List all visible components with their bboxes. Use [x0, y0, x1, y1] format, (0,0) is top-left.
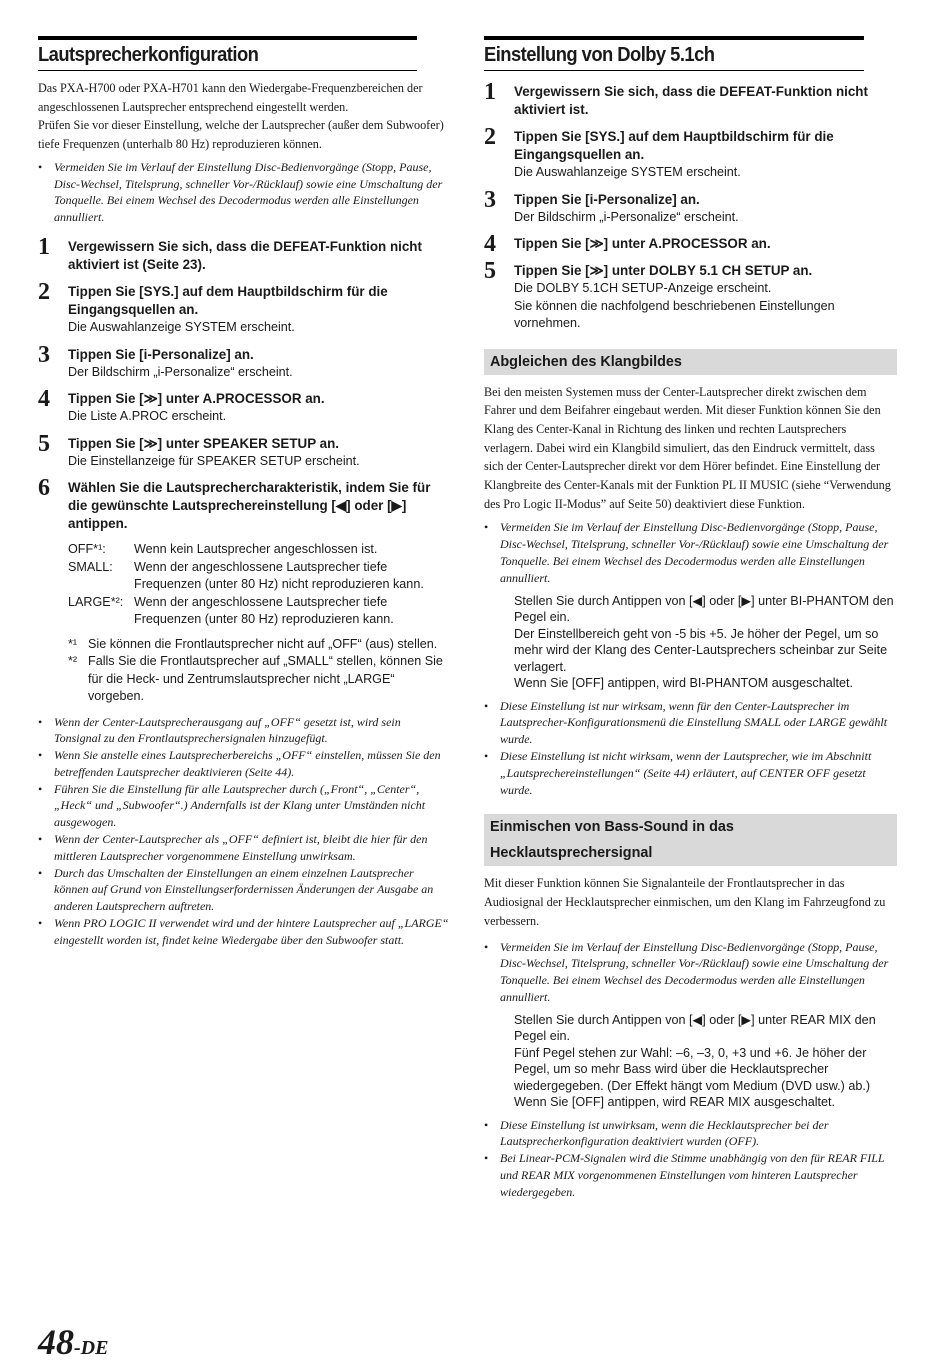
- caution-list: [484, 519, 897, 586]
- rear-mix-instructions: [484, 1012, 897, 1111]
- instruction-line: Stellen Sie durch Antippen von [◀] oder [▶] unter BI-PHANTOM den Pegel ein.: [514, 593, 894, 625]
- caution-item: • Vermeiden Sie im Verlauf der Einstellung Disc-Bedienvorgänge (Stopp, Pause, Disc-Wechsel, Titelsprung, schneller Vor-/Rücklauf) sowie eine Umschaltung der Tonquelle. Bei einem Wechsel des Decodermodus werden alle Einstellungen annulliert.: [484, 939, 889, 1004]
- option-row: OFF*¹: Wenn kein Lautsprecher angeschlossen ist.: [68, 542, 378, 556]
- caution-list: [38, 159, 450, 226]
- note-item: • Durch das Umschalten der Einstellungen an einem einzelnen Lautsprecher können auf Grund von Einstellungserfordernissen Änderungen der Ausgabe an anderen Lautsprechern auftreten.: [38, 865, 434, 914]
- caution-item: • Vermeiden Sie im Verlauf der Einstellung Disc-Bedienvorgänge (Stopp, Pause, Disc-Wechsel, Titelsprung, schneller Vor-/Rücklauf) sowie eine Umschaltung der Tonquelle. Bei einem Wechsel des Decodermodus werden alle Einstellungen annulliert.: [38, 159, 443, 225]
- footnote: *¹ Sie können die Frontlautsprecher nicht auf „OFF“ (aus) stellen.: [68, 636, 438, 651]
- option-row: SMALL: Wenn der angeschlossene Lautsprecher tiefe Frequenzen (unter 80 Hz) nicht reproduzieren kann.: [68, 559, 424, 591]
- step-6: 6 Wählen Sie die Lautsprechercharakteristik, indem Sie für die gewünschte Lautsprechereinstellung [◀] oder [▶] antippen. OFF*¹: Wenn kein Lautsprecher angeschlossen ist. SMALL: Wenn der angeschlossene Lautsprecher tiefe Frequenzen (unter 80 Hz) nicht reproduzieren kann. LARGE*²: Wenn der angeschlossene Lautsprecher tiefe Frequenzen (unter 80 Hz) reproduzieren kann. *¹ Sie können die Frontlautsprecher nicht auf „OFF“ (aus) stellen. *² Falls Sie die Frontlautsprecher auf „SMALL“ stellen, können Sie für die Heck- und Zentrumslautsprecher nicht „LARGE“ vorgeben.: [38, 479, 450, 706]
- intro-paragraph: Prüfen Sie vor dieser Einstellung, welche der Lautsprecher (außer dem Subwoofer) tiefe Frequenzen (unterhalb 80 Hz) reproduzieren können.: [38, 118, 444, 152]
- note-item: • Wenn der Center-Lautsprecherausgang auf „OFF“ gesetzt ist, wird sein Tonsignal zu den Frontlautsprechersignalen hinzugefügt.: [38, 714, 401, 746]
- dolby-steps-list: [484, 79, 897, 333]
- step-2: 2 Tippen Sie [SYS.] auf dem Hauptbildschirm für die Eingangsquellen an. Die Auswahlanzeige SYSTEM erscheint.: [484, 124, 834, 179]
- intro-paragraph: Das PXA-H700 oder PXA-H701 kann den Wiedergabe-Frequenzbereichen der angeschlossenen Lautsprecher entsprechend eingestellt werden.: [38, 81, 423, 114]
- note-item: • Diese Einstellung ist nicht wirksam, wenn der Lautsprecher, wie im Abschnitt „Lautsprechereinstellungen“ (Seite 44) erläutert, auf CENTER OFF gesetzt wurde.: [484, 749, 872, 797]
- step-5: 5 Tippen Sie [≫] unter SPEAKER SETUP an. Die Einstellanzeige für SPEAKER SETUP erscheint.: [38, 430, 360, 468]
- instruction-line: Wenn Sie [OFF] antippen, wird REAR MIX ausgeschaltet.: [514, 1095, 836, 1110]
- note-item: • Wenn Sie anstelle eines Lautsprecherbereichs „OFF“ einstellen, müssen Sie den betreffenden Lautsprecher deaktivieren (Seite 44).: [38, 748, 441, 779]
- subsection-title-rear-mix: Einmischen von Bass-Sound in das Hecklautsprechersignal: [484, 814, 897, 866]
- intro-text: [38, 79, 450, 154]
- step-4: 4 Tippen Sie [≫] unter A.PROCESSOR an. Die Liste A.PROC erscheint.: [38, 386, 325, 423]
- note-item: • Wenn der Center-Lautsprecher als „OFF“ definiert ist, bleibt die hier für den mittleren Lautsprecher vorgenommene Einstellung unwirksam.: [38, 832, 428, 863]
- option-row: LARGE*²: Wenn der angeschlossene Lautsprecher tiefe Frequenzen (unter 80 Hz) reproduzieren kann.: [68, 594, 394, 626]
- notes-list: [484, 1117, 897, 1201]
- instruction-line: Der Einstellbereich geht von -5 bis +5. Je höher der Pegel, um so mehr wird der Klang des Center-Lautsprechers scheinbar zur Seite verlagert.: [514, 626, 888, 674]
- right-column: [484, 36, 897, 1201]
- instruction-line: Wenn Sie [OFF] antippen, wird BI-PHANTOM ausgeschaltet.: [514, 676, 854, 691]
- rear-mix-body: Mit dieser Funktion können Sie Signalanteile der Frontlautsprecher in das Audiosignal der Hecklautsprecher einmischen, um den Klang im Fahrzeugfond zu verbessern.: [484, 876, 886, 928]
- step-3: 3 Tippen Sie [i-Personalize] an. Der Bildschirm „i-Personalize“ erscheint.: [38, 341, 293, 379]
- step-1: 1 Vergewissern Sie sich, dass die DEFEAT-Funktion nicht aktiviert ist.: [484, 79, 868, 117]
- section-title-dolby: Einstellung von Dolby 5.1ch: [484, 36, 864, 71]
- step-5: 5 Tippen Sie [≫] unter DOLBY 5.1 CH SETUP an. Die DOLBY 5.1CH SETUP-Anzeige erscheint. Sie können die nachfolgend beschriebenen Einstellungen vornehmen.: [484, 258, 835, 330]
- step-4: 4 Tippen Sie [≫] unter A.PROCESSOR an.: [484, 231, 771, 257]
- notes-list: [38, 714, 450, 949]
- bi-phantom-instructions: [484, 593, 897, 692]
- steps-list: [38, 234, 450, 706]
- section-title-speaker-config: Lautsprecherkonfiguration: [38, 36, 417, 71]
- note-item: • Bei Linear-PCM-Signalen wird die Stimme unabhängig von den für REAR FILL und REAR MIX vorgenommenen Einstellungen vom hinteren Lautsprecher wiedergegeben.: [484, 1151, 885, 1199]
- caution-item: • Vermeiden Sie im Verlauf der Einstellung Disc-Bedienvorgänge (Stopp, Pause, Disc-Wechsel, Titelsprung, schneller Vor-/Rücklauf) sowie eine Umschaltung der Tonquelle. Bei einem Wechsel des Decodermodus werden alle Einstellungen annulliert.: [484, 520, 889, 585]
- note-item: • Wenn PRO LOGIC II verwendet wird und der hintere Lautsprecher auf „LARGE“ eingestellt worden ist, findet keine Wiedergabe über den Subwoofer statt.: [38, 916, 449, 947]
- instruction-line: Stellen Sie durch Antippen von [◀] oder [▶] unter REAR MIX den Pegel ein.: [514, 1012, 876, 1044]
- note-item: • Diese Einstellung ist unwirksam, wenn die Hecklautsprecher bei der Lautsprecherkonfiguration deaktiviert wurden (OFF).: [484, 1117, 829, 1149]
- sound-image-body: Bei den meisten Systemen muss der Center-Lautsprecher direkt zwischen dem Fahrer und dem Beifahrer eingebaut werden. Mit dieser Funktion können Sie den Klang des Center-Kanal in Richtung des linken und rechten Lautsprechers verlagern. Dabei wird ein Klangbild simuliert, das den Eindruck vermittelt, dass sich der Center-Lautsprecher direkt vor dem Hörer befindet. Eine Einstellung der Klangbreite des Center-Kanals mit der Funktion PL II MUSIC (siehe “Verwendung des Pro Logic II-Modus” auf Seite 50) deaktiviert diese Funktion.: [484, 384, 891, 511]
- note-item: • Diese Einstellung ist nur wirksam, wenn für den Center-Lautsprecher im Lautsprecher-Konfigurationsmenü die Einstellung SMALL oder LARGE gewählt wurde.: [484, 698, 888, 747]
- speaker-options-table: [68, 541, 450, 629]
- caution-list: [484, 939, 897, 1006]
- note-item: • Führen Sie die Einstellung für alle Lautsprecher durch („Front“, „Center“, „Heck“ und „Subwoofer“.) Andernfalls ist der Klang unter Umständen nicht ausgewogen.: [38, 781, 426, 830]
- footnote: *² Falls Sie die Frontlautsprecher auf „SMALL“ stellen, können Sie für die Heck- und Zentrumslautsprecher nicht „LARGE“ vorgeben.: [68, 654, 443, 703]
- page-number: 48-DE: [38, 1322, 109, 1362]
- step-1: 1 Vergewissern Sie sich, dass die DEFEAT-Funktion nicht aktiviert ist (Seite 23).: [38, 234, 422, 272]
- step-3: 3 Tippen Sie [i-Personalize] an. Der Bildschirm „i-Personalize“ erscheint.: [484, 186, 739, 224]
- instruction-line: Fünf Pegel stehen zur Wahl: –6, –3, 0, +3 und +6. Je höher der Pegel, um so mehr Bass wird über die Hecklautsprecher wiedergegeben. (Der Effekt hängt vom Medium (DVD usw.) ab.): [514, 1045, 871, 1093]
- left-column: [38, 36, 450, 949]
- subsection-title-sound-image: Abgleichen des Klangbildes: [484, 349, 897, 375]
- notes-list: [484, 698, 897, 799]
- step-2: 2 Tippen Sie [SYS.] auf dem Hauptbildschirm für die Eingangsquellen an. Die Auswahlanzeige SYSTEM erscheint.: [38, 279, 388, 334]
